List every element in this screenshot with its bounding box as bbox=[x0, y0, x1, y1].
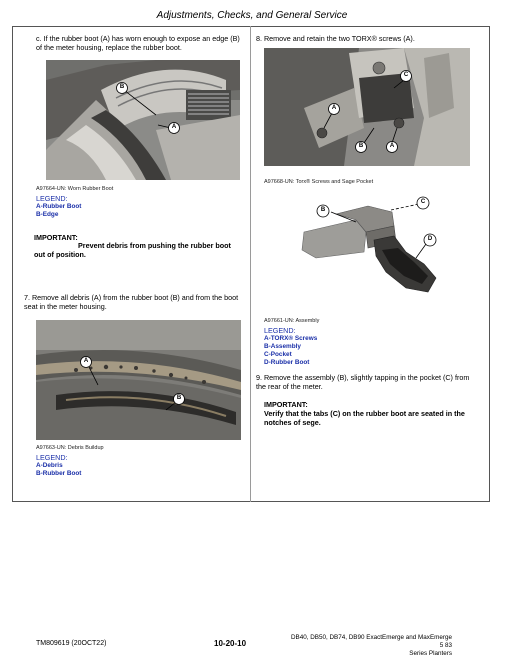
important-label: IMPORTANT: bbox=[34, 233, 78, 242]
important-text: Verify that the tabs (C) on the rubber boot are seated in the notches of sege. bbox=[264, 409, 465, 427]
step-8-text: 8. Remove and retain the two TORX® screws (A). bbox=[256, 34, 415, 43]
callout-a: A bbox=[331, 105, 337, 111]
callout-c: C bbox=[420, 199, 426, 205]
callout-a: A bbox=[171, 124, 177, 130]
figure1-legend-title: LEGEND: bbox=[36, 194, 68, 203]
step-7-text: 7. Remove all debris (A) from the rubber boot (B) and from the boot seat in the meter housing. bbox=[24, 293, 239, 311]
figure1-legend-item: A-Rubber Boot bbox=[36, 203, 82, 210]
important-label: IMPORTANT: bbox=[264, 400, 308, 409]
figure4-legend-title: LEGEND: bbox=[264, 326, 296, 335]
step-9-text: 9. Remove the assembly (B), slightly tapping in the pocket (C) from the rear of the meter. bbox=[256, 373, 470, 391]
footer-page-index: 83 bbox=[444, 642, 452, 649]
figure4-legend-item: C-Pocket bbox=[264, 351, 292, 358]
figure1-legend-item: B-Edge bbox=[36, 211, 59, 218]
assembly-diagram bbox=[296, 192, 446, 302]
figure2-caption: A97663-UN: Debris Buildup bbox=[36, 445, 104, 451]
callout-b: B bbox=[119, 84, 125, 90]
torx-screws-photo bbox=[264, 48, 470, 166]
column-divider bbox=[250, 26, 251, 502]
figure2-legend-title: LEGEND: bbox=[36, 453, 68, 462]
figure4-caption: A97661-UN: Assembly bbox=[264, 318, 320, 324]
worn-rubber-boot-photo bbox=[46, 60, 240, 180]
footer-doc-id: TM809619 (20OCT22) bbox=[36, 640, 107, 647]
footer-product-line2: Series Planters bbox=[409, 650, 452, 657]
callout-c: C bbox=[403, 72, 409, 78]
figure4-legend-item: A-TORX® Screws bbox=[264, 335, 318, 342]
footer-product-line1: DB40, DB50, DB74, DB90 ExactEmerge and MaxEmerge 5 bbox=[291, 634, 452, 649]
step-c-text: c. If the rubber boot (A) has worn enough to expose an edge (B) of the meter housing, replace the rubber boot. bbox=[36, 34, 240, 52]
figure4-legend-item: B-Assembly bbox=[264, 343, 301, 350]
debris-buildup-photo bbox=[36, 320, 241, 440]
callout-b: B bbox=[176, 395, 182, 401]
figure3-caption: A97668-UN: Torx® Screws and Sage Pocket bbox=[264, 179, 374, 185]
figure1-caption: A97664-UN: Worn Rubber Boot bbox=[36, 186, 114, 192]
footer-page-number: 10-20-10 bbox=[214, 639, 247, 648]
callout-b: B bbox=[358, 143, 364, 149]
callout-a: A bbox=[83, 358, 89, 364]
figure2-legend-item: A-Debris bbox=[36, 462, 63, 469]
callout-d: D bbox=[427, 236, 433, 242]
figure2-legend-item: B-Rubber Boot bbox=[36, 470, 82, 477]
important-text: Prevent debris from pushing the rubber boot out of position. bbox=[34, 241, 231, 259]
footer-product bbox=[288, 634, 452, 658]
callout-b: B bbox=[320, 207, 326, 213]
callout-a: A bbox=[389, 143, 395, 149]
figure4-legend-item: D-Rubber Boot bbox=[264, 359, 310, 366]
page-header: Adjustments, Checks, and General Service bbox=[156, 10, 348, 21]
